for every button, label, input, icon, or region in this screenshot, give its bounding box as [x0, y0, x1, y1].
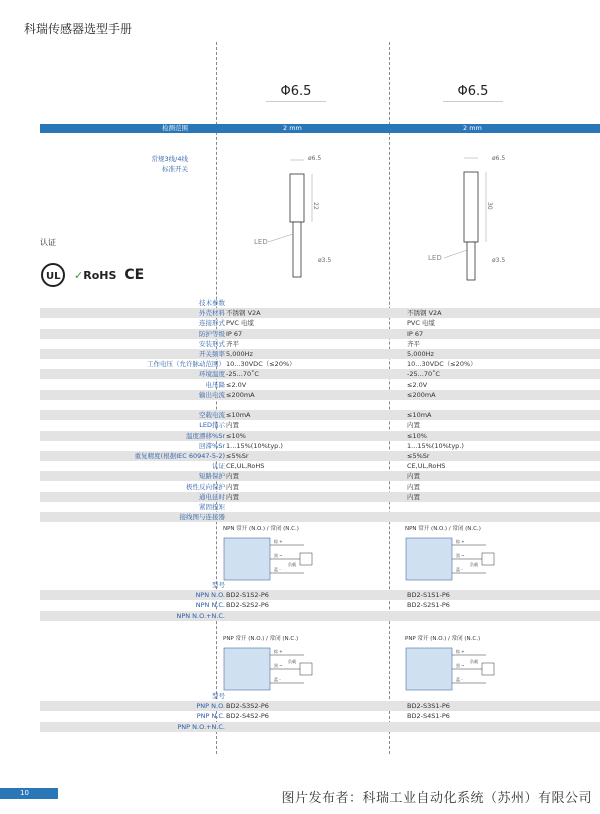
spec-value: BD2-S1S1-P6	[407, 591, 450, 600]
spec-row	[40, 441, 600, 451]
sensor-drawing	[424, 150, 524, 290]
spec-key: PNP N.O.	[196, 702, 225, 711]
spec-row	[40, 471, 600, 481]
spec-key: PNP N.C.	[196, 712, 225, 721]
spec-key: NPN N.O.+N.C.	[176, 611, 225, 620]
spec-value: BD2-S4S1-P6	[407, 712, 450, 721]
spec-row	[40, 359, 600, 369]
spec-row	[40, 600, 600, 610]
spec-row	[40, 691, 600, 701]
pnp-circuit-diagram	[404, 643, 504, 693]
certification-logos	[40, 262, 144, 288]
spec-key: 技术参数	[199, 299, 225, 307]
spec-row	[40, 339, 600, 349]
spec-row	[40, 420, 600, 430]
led-label: LED	[254, 238, 268, 246]
spec-value: ≤10mA	[226, 411, 251, 420]
spec-value: IP 67	[226, 329, 243, 338]
spec-value: 内置	[407, 492, 420, 501]
spec-key: 电压降	[205, 380, 225, 389]
spec-key: LED指示	[199, 421, 225, 430]
spec-row	[40, 722, 600, 732]
spec-key: 工作电压（允许脉动范围）	[147, 360, 225, 369]
dim-cable: ø3.5	[318, 257, 332, 264]
load-label: 负载	[288, 562, 296, 567]
spec-row	[40, 482, 600, 492]
dim-length: 30	[486, 202, 493, 210]
spec-key: 通电延时	[199, 492, 225, 501]
dim-cable: ø3.5	[492, 257, 506, 264]
spec-row	[40, 512, 600, 522]
wire-brown-label: 棕 +	[456, 649, 465, 654]
spec-value: BD2-S3S2-P6	[226, 702, 269, 711]
spec-value: CE,UL,RoHS	[407, 462, 446, 471]
spec-row	[40, 580, 600, 590]
spec-value: PVC 电缆	[226, 319, 254, 328]
spec-value: 1...15%(10%typ.)	[226, 441, 283, 450]
spec-value: ≤2.0V	[407, 380, 428, 389]
range-value: 2 mm	[283, 124, 302, 132]
dim-diameter: ø6.5	[308, 155, 322, 162]
spec-row	[40, 380, 600, 390]
spec-value: 10...30VDC（≤20%）	[407, 360, 477, 369]
spec-value: BD2-S3S1-P6	[407, 702, 450, 711]
spec-key: 外壳材料	[199, 309, 225, 318]
spec-value: ≤200mA	[407, 390, 436, 399]
spec-value: 不锈钢 V2A	[407, 309, 442, 318]
switch-label: 标准开关	[162, 165, 188, 173]
spec-row	[40, 390, 600, 400]
spec-value: 1...15%(10%typ.)	[407, 441, 464, 450]
spec-key: 型号	[212, 581, 225, 589]
spec-row	[40, 298, 600, 308]
npn-diagram-title: NPN 常开 (N.O.) / 常闭 (N.C.)	[405, 526, 481, 532]
spec-value: 10...30VDC（≤20%）	[226, 360, 296, 369]
rohs-logo: ✓RoHS	[74, 268, 117, 282]
spec-row	[40, 461, 600, 471]
spec-value: ≤10mA	[407, 411, 432, 420]
spec-key: 短路保护	[199, 472, 225, 481]
wire-blue-label: 蓝 -	[456, 677, 463, 682]
svg-text:UL: UL	[46, 271, 61, 282]
spec-value: 齐平	[226, 339, 239, 348]
ul-logo	[40, 262, 66, 288]
spec-value: ≤5%Sr	[407, 452, 430, 460]
load-label: 负载	[288, 659, 296, 664]
spec-key: PNP N.O.+N.C.	[177, 722, 225, 731]
spec-key: 回滞%Sr	[199, 441, 225, 450]
spec-value: -25...70˚C	[407, 370, 440, 379]
spec-value: ≤10%	[226, 431, 246, 440]
publisher-credit: 图片发布者：科瑞工业自动化系统（苏州）有限公司	[281, 791, 592, 806]
wire-black-label: 黑 ~	[274, 663, 283, 668]
model-diameter: Φ6.5	[280, 84, 312, 99]
wire-brown-label: 棕 +	[456, 539, 465, 544]
ce-logo: CE	[124, 267, 145, 283]
spec-key: 极性反向保护	[186, 482, 225, 491]
detection-range-bar	[40, 124, 600, 133]
spec-row	[40, 492, 600, 502]
pnp-diagram-title: PNP 常开 (N.O.) / 常闭 (N.C.)	[405, 636, 481, 642]
spec-row	[40, 701, 600, 711]
sensor-drawing	[246, 150, 346, 290]
pnp-circuit-diagram	[222, 643, 322, 693]
wire-brown-label: 棕 +	[274, 649, 283, 654]
spec-row	[40, 451, 600, 461]
spec-value: CE,UL,RoHS	[226, 462, 265, 471]
npn-circuit-diagram	[404, 533, 504, 583]
spec-key: 连接形式	[199, 319, 225, 328]
model-diameter: Φ6.5	[457, 84, 489, 99]
spec-row	[40, 431, 600, 441]
spec-row	[40, 410, 600, 420]
spec-value: IP 67	[407, 329, 424, 338]
spec-row	[40, 329, 600, 339]
page-title: 科瑞传感器选型手册	[24, 22, 133, 36]
spec-key: 接线图与连接器	[179, 513, 225, 522]
spec-value: BD2-S4S2-P6	[226, 712, 269, 721]
spec-value: ≤200mA	[226, 390, 255, 399]
spec-key: NPN N.O.	[195, 591, 225, 600]
spec-value: 内置	[226, 492, 239, 501]
wire-blue-label: 蓝 -	[274, 677, 281, 682]
wire-black-label: 黑 ~	[456, 663, 465, 668]
spec-row	[40, 502, 600, 512]
range-value: 2 mm	[463, 124, 482, 132]
load-label: 负载	[470, 659, 478, 664]
detection-range-label: 检测范围	[162, 124, 188, 132]
led-label: LED	[428, 254, 442, 262]
spec-value: 内置	[407, 472, 420, 481]
dim-diameter: ø6.5	[492, 155, 506, 162]
spec-value: 内置	[407, 482, 420, 491]
spec-key: 重复精度(根据IEC 60947-5-2)	[134, 452, 225, 460]
spec-value: -25...70˚C	[226, 370, 259, 379]
spec-value: 齐平	[407, 339, 420, 348]
pnp-diagram-title: PNP 常开 (N.O.) / 常闭 (N.C.)	[223, 636, 299, 642]
divider	[266, 101, 326, 102]
spec-key: 型号	[212, 692, 225, 700]
wire-blue-label: 蓝 -	[456, 567, 463, 572]
spec-row	[40, 349, 600, 359]
spec-value: 内置	[226, 482, 239, 491]
spec-value: ≤2.0V	[226, 380, 247, 389]
spec-key: 开关频率	[199, 350, 225, 358]
spec-value: ≤5%Sr	[226, 452, 249, 460]
wiring-label: 常规3线/4线	[151, 155, 188, 163]
spec-row	[40, 611, 600, 621]
spec-value: 5,000Hz	[226, 350, 253, 358]
spec-row	[40, 711, 600, 721]
spec-row	[40, 400, 600, 410]
spec-key: NPN N.C.	[195, 601, 225, 610]
divider	[443, 101, 503, 102]
spec-value: 不锈钢 V2A	[226, 309, 261, 318]
wire-brown-label: 棕 +	[274, 539, 283, 544]
spec-value: 内置	[226, 421, 239, 430]
spec-key: 防护等级	[199, 329, 225, 338]
load-label: 负载	[470, 562, 478, 567]
spec-value: BD2-S1S2-P6	[226, 591, 269, 600]
spec-key: 空载电流	[199, 411, 225, 420]
wire-black-label: 黑 ~	[274, 553, 283, 558]
spec-value: 内置	[226, 472, 239, 481]
spec-row	[40, 318, 600, 328]
spec-key: 输出电流	[199, 390, 225, 399]
certification-heading: 认证	[40, 238, 56, 247]
spec-key: 认证	[212, 462, 225, 471]
spec-row	[40, 590, 600, 600]
spec-row	[40, 308, 600, 318]
wire-black-label: 黑 ~	[456, 553, 465, 558]
dim-length: 22	[312, 202, 319, 210]
npn-diagram-title: NPN 常开 (N.O.) / 常闭 (N.C.)	[223, 526, 299, 532]
spec-value: PVC 电缆	[407, 319, 435, 328]
spec-value: BD2-S2S2-P6	[226, 601, 269, 610]
spec-value: BD2-S2S1-P6	[407, 601, 450, 610]
spec-value: ≤10%	[407, 431, 427, 440]
npn-circuit-diagram	[222, 533, 322, 583]
spec-key: 紧固扭矩	[199, 503, 225, 511]
spec-value: 内置	[407, 421, 420, 430]
spec-key: 环境温度	[199, 370, 225, 379]
spec-value: 5,000Hz	[407, 350, 434, 358]
spec-row	[40, 369, 600, 379]
wire-blue-label: 蓝 -	[274, 567, 281, 572]
page-number: 10	[0, 788, 58, 799]
spec-key: 安装形式	[199, 339, 225, 348]
spec-key: 温度漂移%Sr	[186, 431, 225, 440]
